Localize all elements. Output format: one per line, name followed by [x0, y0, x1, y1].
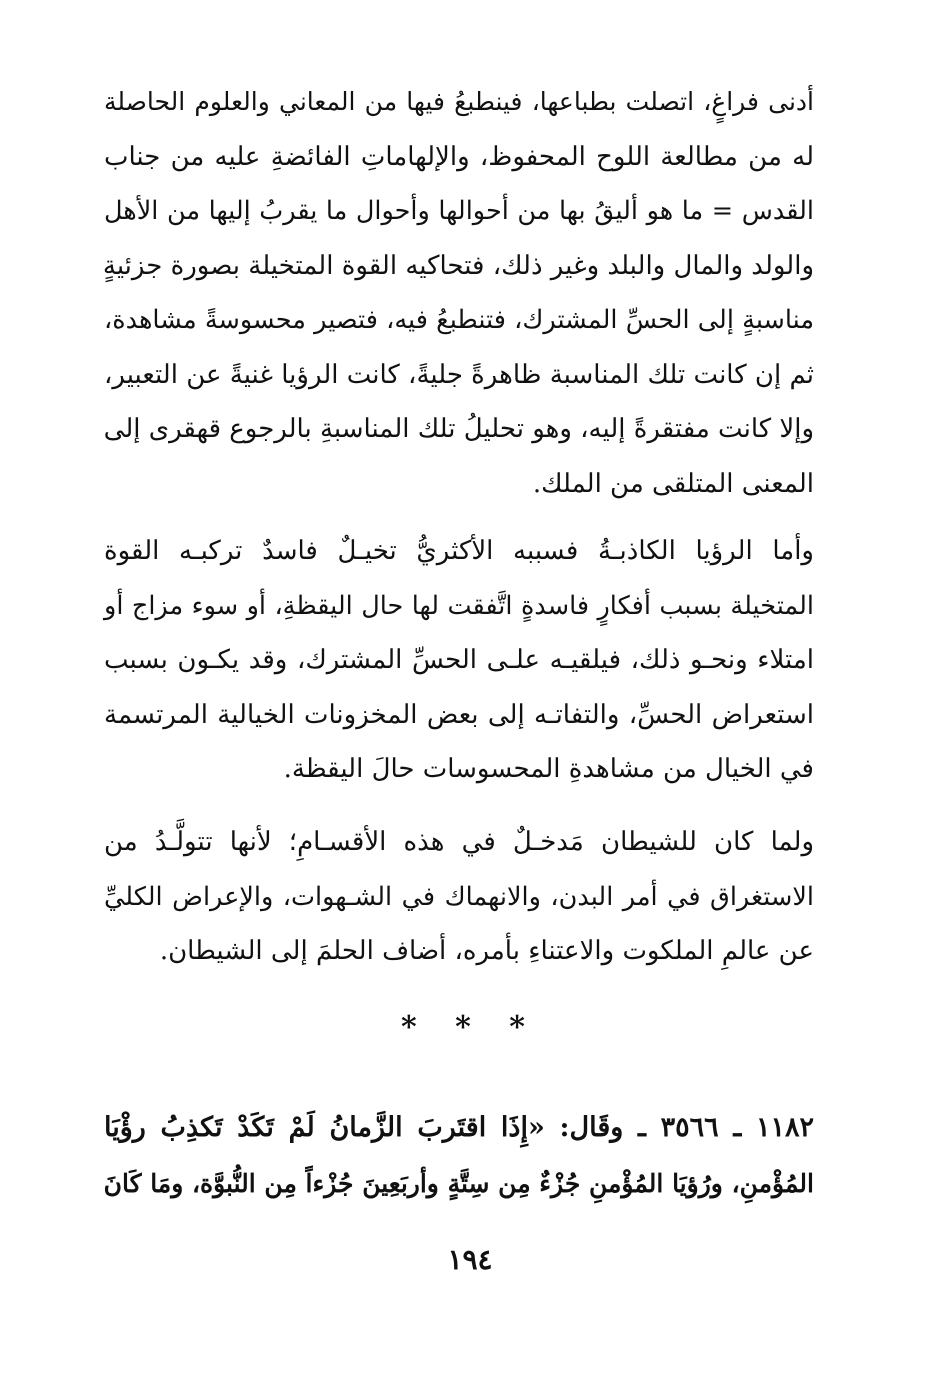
text-line: المعنى المتلقى من الملك.: [532, 468, 814, 499]
text-line: مناسبةٍ إلى الحسِّ المشترك، فتنطبعُ فيه، فتصير محسوسةً مشاهدة،: [104, 305, 814, 335]
text-line: وأما الرؤيا الكاذبـةُ فسببه الأكثريُّ تخيـلٌ فاسدٌ تركبـه القوة: [104, 536, 814, 566]
text-line: ثم إن كانت تلك المناسبة ظاهرةً جليةً، كانت الرؤيا غنيةً عن التعبير،: [103, 359, 814, 390]
page-number: ١٩٤: [447, 1243, 493, 1276]
text-line: أدنى فراغٍ، اتصلت بطباعها، فينطبعُ فيها من المعاني والعلوم الحاصلة: [104, 87, 814, 116]
paragraph-2: [104, 524, 814, 797]
hadith-text: [104, 1100, 814, 1212]
paragraph-1: [104, 75, 814, 511]
text-line: عن عالمِ الملكوت والاعتناءِ بأمره، أضاف الحلمَ إلى الشيطان.: [159, 936, 814, 966]
paragraph-3: [104, 815, 814, 979]
text-line: في الخيال من مشاهدةِ المحسوسات حالَ اليقظة.: [283, 754, 814, 784]
hadith-line: المُؤْمنِ، ورُؤيَا المُؤْمنِ جُزْءٌ مِن سِتَّةٍ وأربَعِينَ جُزْءاً مِن النُّبوَّة، ومَا كَانَ: [103, 1169, 814, 1198]
text-line: له من مطالعة اللوح المحفوظ، والإلهاماتِ الفائضةِ عليه من جناب: [104, 141, 814, 172]
text-line: القدس = ما هو أليقُ بها من أحوالها وأحوال ما يقربُ إليها من الأهل: [104, 196, 814, 226]
text-line: وإلا كانت مفتقرةً إليه، وهو تحليلُ تلك المناسبةِ بالرجوع قهقرى إلى: [103, 414, 814, 444]
section-separator: * * *: [401, 1010, 539, 1045]
text-line: امتلاء ونحـو ذلك، فيلقيـه علـى الحسِّ المشترك، وقد يكـون بسبب: [104, 645, 814, 675]
hadith-line: ١١٨٢ ـ ٣٥٦٦ ـ وقَال: «إِذَا اقتَربَ الزَّمانُ لَمْ تَكَدْ تَكذِبُ رؤْيَا: [104, 1112, 814, 1143]
text-line: المتخيلة بسبب أفكارٍ فاسدةٍ اتَّفقت لها حال اليقظةِ، أو سوء مزاج أو: [104, 590, 814, 621]
text-line: والولد والمال والبلد وغير ذلك، فتحاكيه القوة المتخيلة بصورة جزئيةٍ: [102, 250, 814, 281]
text-line: الاستغراق في أمر البدن، والانهماك في الشـهوات، والإعراض الكليِّ: [104, 881, 814, 912]
text-line: استعراض الحسِّ، والتفاتـه إلى بعض المخزونات الخيالية المرتسمة: [104, 699, 815, 730]
text-line: ولما كان للشيطان مَدخـلٌ في هذه الأقسـامِ؛ لأنها تتولَّـدُ من: [104, 827, 814, 857]
